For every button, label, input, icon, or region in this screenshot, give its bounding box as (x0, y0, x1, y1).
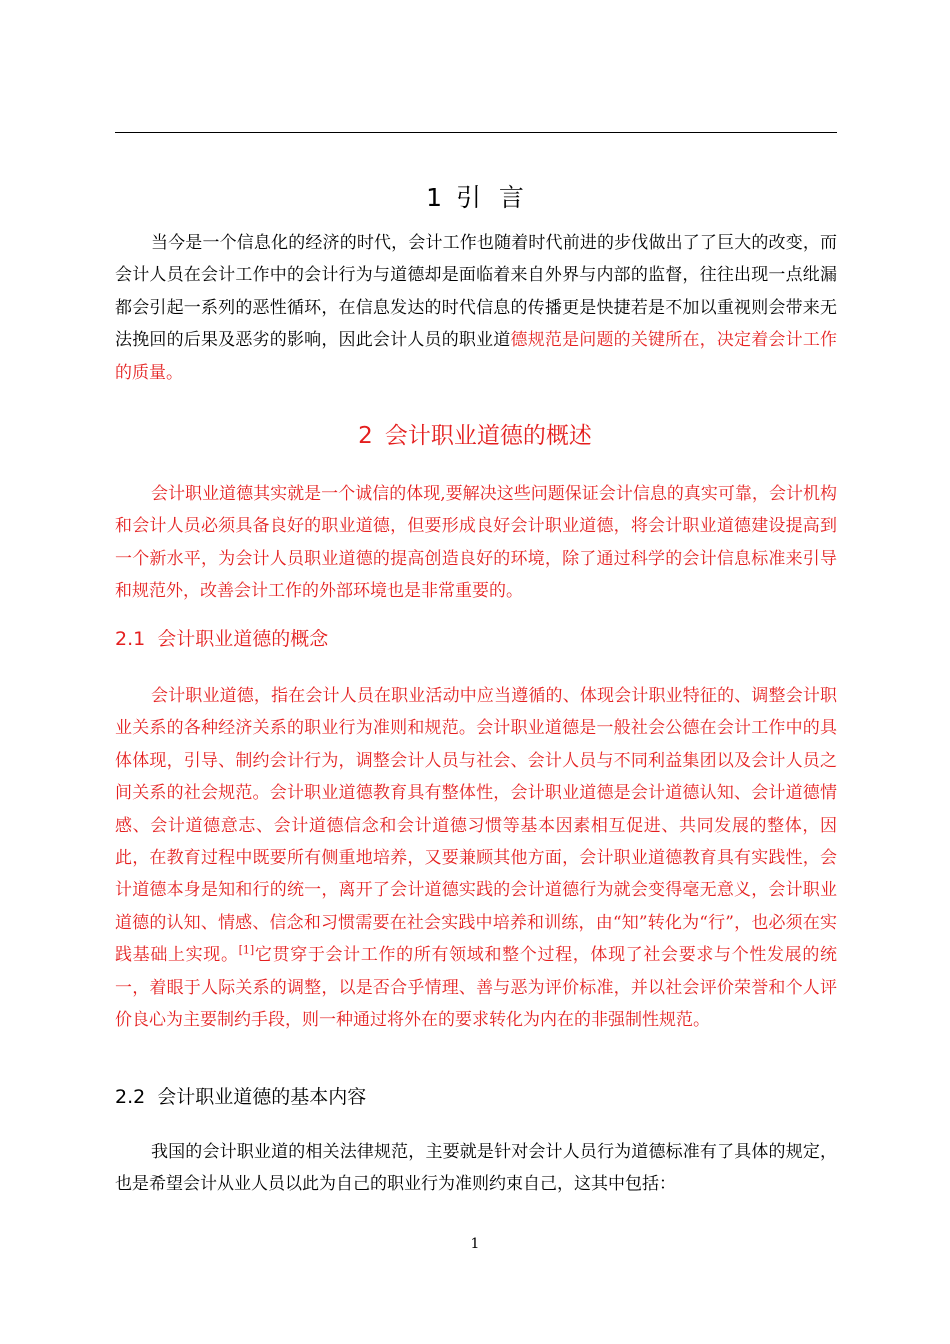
concept-text-part1: 会计职业道德，指在会计人员在职业活动中应当遵循的、体现会计职业特征的、调整会计职业关系的各种经济关系的职业行为准则和规范。会计职业道德是一般社会公德在会计工作中的具体体现，引导、制约会计行为，调整会计人员与社会、会计人员与不同利益集团以及会计人员之间关系的社会规范。会计职业道德教育具有整体性，会计职业道德是会计道德认知、会计道德情感、会计道德意志、会计道德信念和会计道德习惯等基本因素相互促进、共同发展的整体，因此，在教育过程中既要所有侧重地培养，又要兼顾其他方面，会计职业道德教育具有实践性，会计道德本身是知和行的统一，离开了会计道德实践的会计道德行为就会变得毫无意义，会计职业道德的认知、情感、信念和习惯需要在社会实践中培养和训练，由“知”转化为“行”，也必须在实践基础上实现。 (115, 686, 837, 966)
section-heading-intro (0, 180, 950, 216)
intro-paragraph (115, 227, 837, 389)
section-number: 1 (426, 183, 442, 212)
page-number: 1 (470, 1236, 480, 1252)
subsection-heading-content (115, 1082, 366, 1112)
content-paragraph: 我国的会计职业道的相关法律规范，主要就是针对会计人员行为道德标准有了具体的规定，也是希望会计从业人员以此为自己的职业行为准则约束自己，这其中包括： (115, 1142, 837, 1195)
intro-text-black: 当今是一个信息化的经济的时代，会计工作也随着时代前进的步伐做出了了巨大的改变，而会计人员在会计工作中的会计行为与道德却是面临着来自外界与内部的监督，往往出现一点纰漏都会引起一系列的恶性循环，在信息发达的时代信息的传播更是快捷若是不加以重视则会带来无法挽回的后果及恶劣的影响，因此会计人员的职业道 (115, 233, 837, 351)
subsection-heading-concept (115, 624, 328, 654)
section-heading-overview (0, 418, 950, 454)
section-title: 引 言 (455, 183, 524, 212)
intro-text-red: 德规范是问题的关键所在，决定着会计工作的质量。 (115, 330, 838, 383)
section-title: 会计职业道德的概述 (384, 423, 592, 449)
concept-text-part2: 它贯穿于会计工作的所有领域和整个过程，体现了社会要求与个性发展的统一，着眼于人际关系的调整，以是否合乎情理、善与恶为评价标准，并以社会评价荣誉和个人评价良心为主要制约手段，则一种通过将外在的要求转化为内在的非强制性规范。 (115, 945, 838, 1031)
subsection-title: 会计职业道德的基本内容 (157, 1086, 367, 1108)
header-rule (115, 132, 837, 133)
section-number: 2 (358, 423, 373, 449)
subsection-number: 2.1 (115, 628, 146, 650)
overview-paragraph: 会计职业道德其实就是一个诚信的体现,要解决这些问题保证会计信息的真实可靠，会计机构和会计人员必须具备良好的职业道德，但要形成良好会计职业道德，将会计职业道德建设提高到一个新水平，为会计人员职业道德的提高创造良好的环境，除了通过科学的会计信息标准来引导和规范外，改善会计工作的外部环境也是非常重要的。 (115, 484, 837, 602)
subsection-number: 2.2 (115, 1086, 146, 1108)
subsection-title: 会计职业道德的概念 (157, 628, 329, 650)
concept-paragraph (115, 680, 837, 1036)
citation-marker: [1] (238, 943, 255, 957)
